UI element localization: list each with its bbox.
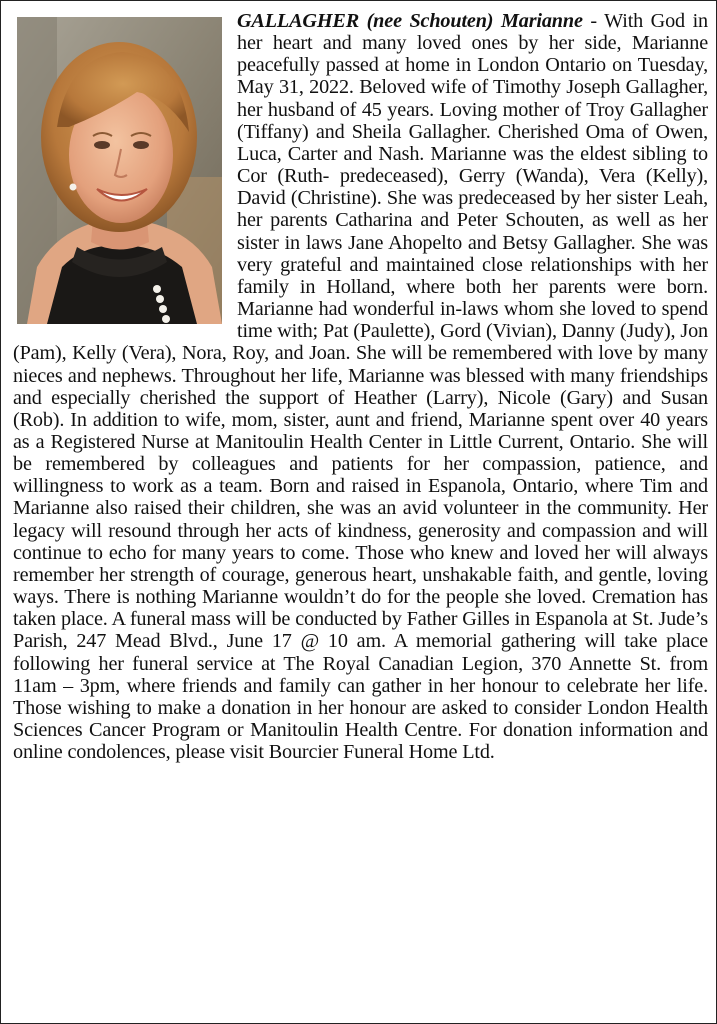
portrait-photo (17, 17, 222, 324)
portrait-image (17, 17, 222, 324)
decedent-name: GALLAGHER (nee Schouten) Marianne (237, 10, 583, 32)
obituary-notice (13, 10, 708, 763)
obituary-body: With God in her heart and many loved ones by her side, Marianne peacefully passed at home in London Ontario on Tuesday, May 31, 2022. Beloved wife of Timothy Joseph Gallagher, her husband of 45 years. Loving mother of Troy Gallagher (Tiffany) and Sheila Gallagher. Cherished Oma of Owen, Luca, Carter and Nash. Marianne was the eldest sibling to Cor (Ruth- predeceased), Gerry (Wanda), Vera (Kelly), David (Christine). She was predeceased by her sister Leah, her parents Catharina and Peter Schouten, as well as her sister in laws Jane Ahopelto and Betsy Gallagher. She was very grateful and maintained close relationships with her family in Holland, where both her parents were born. Marianne had wonderful in-laws whom she loved to spend time with; Pat (Paulette), Gord (Vivian), Danny (Judy), Jon (Pam), Kelly (Vera), Nora, Roy, and Joan. She will be remembered with love by many nieces and nephews. Throughout her life, Marianne was blessed with many friendships and especially cherished the support of Heather (Larry), Nicole (Gary) and Susan (Rob). In addition to wife, mom, sister, aunt and friend, Marianne spent over 40 years as a Registered Nurse at Manitoulin Health Center in Little Current, Ontario. She will be remembered by colleagues and patients for her compassion, patience, and willingness to work as a team. Born and raised in Espanola, Ontario, where Tim and Marianne also raised their children, she was an avid volunteer in the community. Her legacy will resound through her acts of kindness, generosity and compassion and will continue to echo for many years to come. Those who knew and loved her will always remember her strength of courage, generous heart, unshakable faith, and gentle, loving ways. There is nothing Marianne wouldn’t do for the people she loved. Cremation has taken place. A funeral mass will be conducted by Father Gilles in Espanola at St. Jude’s Parish, 247 Mead Blvd., June 17 @ 10 am. A memorial gathering will take place following her funeral service at The Royal Canadian Legion, 370 Annette St. from 11am – 3pm, where friends and family can gather in her honour to celebrate her life. Those wishing to make a donation in her honour are asked to consider London Health Sciences Cancer Program or Manitoulin Health Centre. For donation information and online condolences, please visit Bourcier Funeral Home Ltd. (13, 10, 708, 764)
name-separator: - (582, 10, 605, 32)
